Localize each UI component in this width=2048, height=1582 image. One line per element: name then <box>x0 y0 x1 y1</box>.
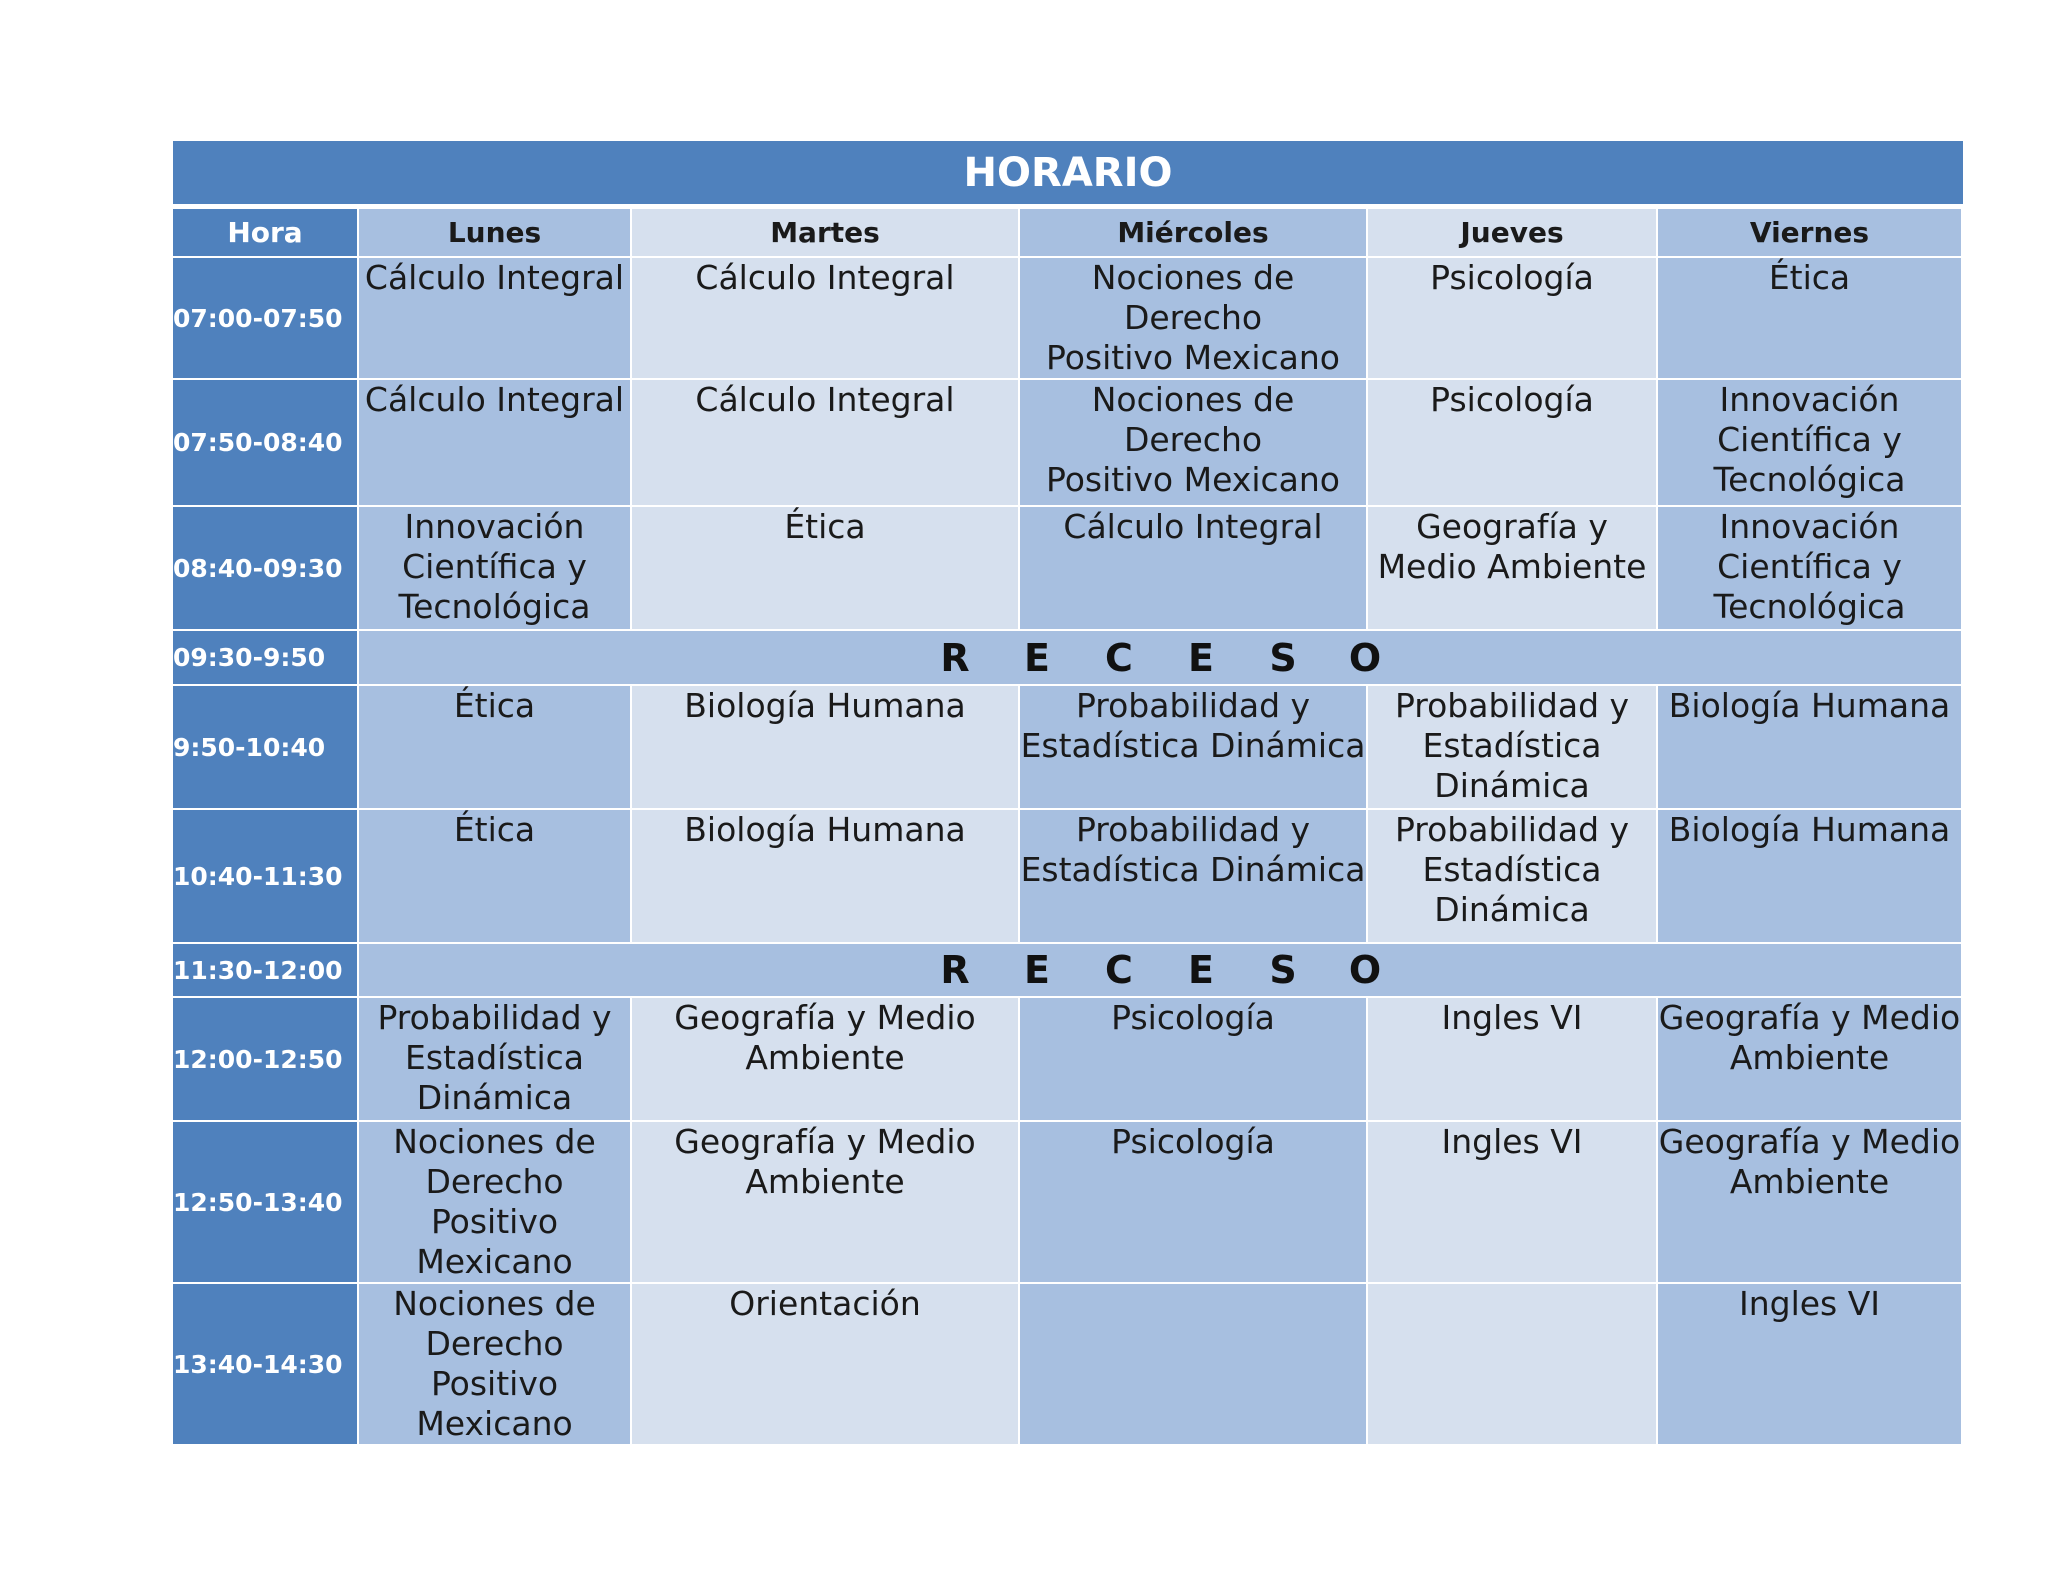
column-header-lunes: Lunes <box>359 209 632 258</box>
class-cell: Psicología <box>1020 1122 1368 1284</box>
class-cell: Ética <box>359 810 632 944</box>
break-letter: E <box>1188 948 1214 992</box>
class-cell: Nociones de Derecho Positivo Mexicano <box>1020 258 1368 380</box>
break-letter: S <box>1269 948 1297 992</box>
class-cell: Innovación Científica y Tecnológica <box>1658 507 1963 631</box>
schedule-table <box>173 209 1963 1446</box>
class-cell: Ingles VI <box>1658 1284 1963 1446</box>
time-slot: 09:30-9:50 <box>173 631 359 686</box>
class-cell: Probabilidad y Estadística Dinámica <box>359 998 632 1122</box>
column-header-miercoles: Miércoles <box>1020 209 1368 258</box>
break-letter: R <box>940 635 970 680</box>
break-letter: E <box>1188 635 1214 680</box>
column-header-jueves: Jueves <box>1368 209 1658 258</box>
column-header-viernes: Viernes <box>1658 209 1963 258</box>
table-row <box>173 1122 1963 1284</box>
class-cell: Innovación Científica y Tecnológica <box>1658 380 1963 507</box>
table-row <box>173 380 1963 507</box>
break-letter: C <box>1105 948 1133 992</box>
class-cell: Nociones de Derecho Positivo Mexicano <box>359 1284 632 1446</box>
break-letter: R <box>940 948 970 992</box>
class-cell: Cálculo Integral <box>1020 507 1368 631</box>
break-letter: O <box>1348 948 1382 992</box>
class-cell: Geografía y Medio Ambiente <box>1658 998 1963 1122</box>
header-row <box>173 209 1963 258</box>
class-cell: Probabilidad y Estadística Dinámica <box>1368 810 1658 944</box>
class-cell: Nociones de Derecho Positivo Mexicano <box>1020 380 1368 507</box>
class-cell: Biología Humana <box>632 810 1020 944</box>
class-cell: Geografía y Medio Ambiente <box>632 998 1020 1122</box>
table-row <box>173 810 1963 944</box>
time-slot: 07:50-08:40 <box>173 380 359 507</box>
class-cell: Psicología <box>1368 258 1658 380</box>
class-cell: Orientación <box>632 1284 1020 1446</box>
class-cell: Cálculo Integral <box>359 258 632 380</box>
class-cell <box>1020 1284 1368 1446</box>
break-letter: E <box>1024 948 1050 992</box>
table-row <box>173 258 1963 380</box>
class-cell: Ingles VI <box>1368 1122 1658 1284</box>
class-cell: Biología Humana <box>1658 686 1963 810</box>
class-cell: Biología Humana <box>1658 810 1963 944</box>
break-letter: O <box>1348 635 1382 680</box>
class-cell: Nociones de Derecho Positivo Mexicano <box>359 1122 632 1284</box>
table-row <box>173 507 1963 631</box>
class-cell: Biología Humana <box>632 686 1020 810</box>
class-cell: Ética <box>1658 258 1963 380</box>
class-cell: Probabilidad y Estadística Dinámica <box>1020 810 1368 944</box>
time-slot: 08:40-09:30 <box>173 507 359 631</box>
table-row <box>173 998 1963 1122</box>
class-cell: Probabilidad y Estadística Dinámica <box>1020 686 1368 810</box>
time-slot: 11:30-12:00 <box>173 944 359 998</box>
class-cell: Ética <box>359 686 632 810</box>
schedule-title: HORARIO <box>173 141 1963 204</box>
column-header-hora: Hora <box>173 209 359 258</box>
class-cell: Psicología <box>1368 380 1658 507</box>
table-row <box>173 1284 1963 1446</box>
class-cell: Probabilidad y Estadística Dinámica <box>1368 686 1658 810</box>
table-row <box>173 686 1963 810</box>
break-row <box>173 631 1963 686</box>
time-slot: 9:50-10:40 <box>173 686 359 810</box>
class-cell: Ingles VI <box>1368 998 1658 1122</box>
break-banner <box>359 944 1963 998</box>
break-letter: C <box>1105 635 1133 680</box>
time-slot: 07:00-07:50 <box>173 258 359 380</box>
column-header-martes: Martes <box>632 209 1020 258</box>
class-cell: Cálculo Integral <box>632 380 1020 507</box>
class-cell: Psicología <box>1020 998 1368 1122</box>
break-row <box>173 944 1963 998</box>
class-cell: Geografía y Medio Ambiente <box>632 1122 1020 1284</box>
class-cell: Innovación Científica y Tecnológica <box>359 507 632 631</box>
time-slot: 12:50-13:40 <box>173 1122 359 1284</box>
class-cell: Cálculo Integral <box>632 258 1020 380</box>
class-cell: Geografía y Medio Ambiente <box>1658 1122 1963 1284</box>
class-cell: Geografía y Medio Ambiente <box>1368 507 1658 631</box>
class-cell <box>1368 1284 1658 1446</box>
class-cell: Cálculo Integral <box>359 380 632 507</box>
time-slot: 10:40-11:30 <box>173 810 359 944</box>
break-letter: E <box>1024 635 1050 680</box>
time-slot: 13:40-14:30 <box>173 1284 359 1446</box>
schedule-sheet <box>173 141 1963 1446</box>
time-slot: 12:00-12:50 <box>173 998 359 1122</box>
class-cell: Ética <box>632 507 1020 631</box>
break-letter: S <box>1269 635 1297 680</box>
break-banner <box>359 631 1963 686</box>
